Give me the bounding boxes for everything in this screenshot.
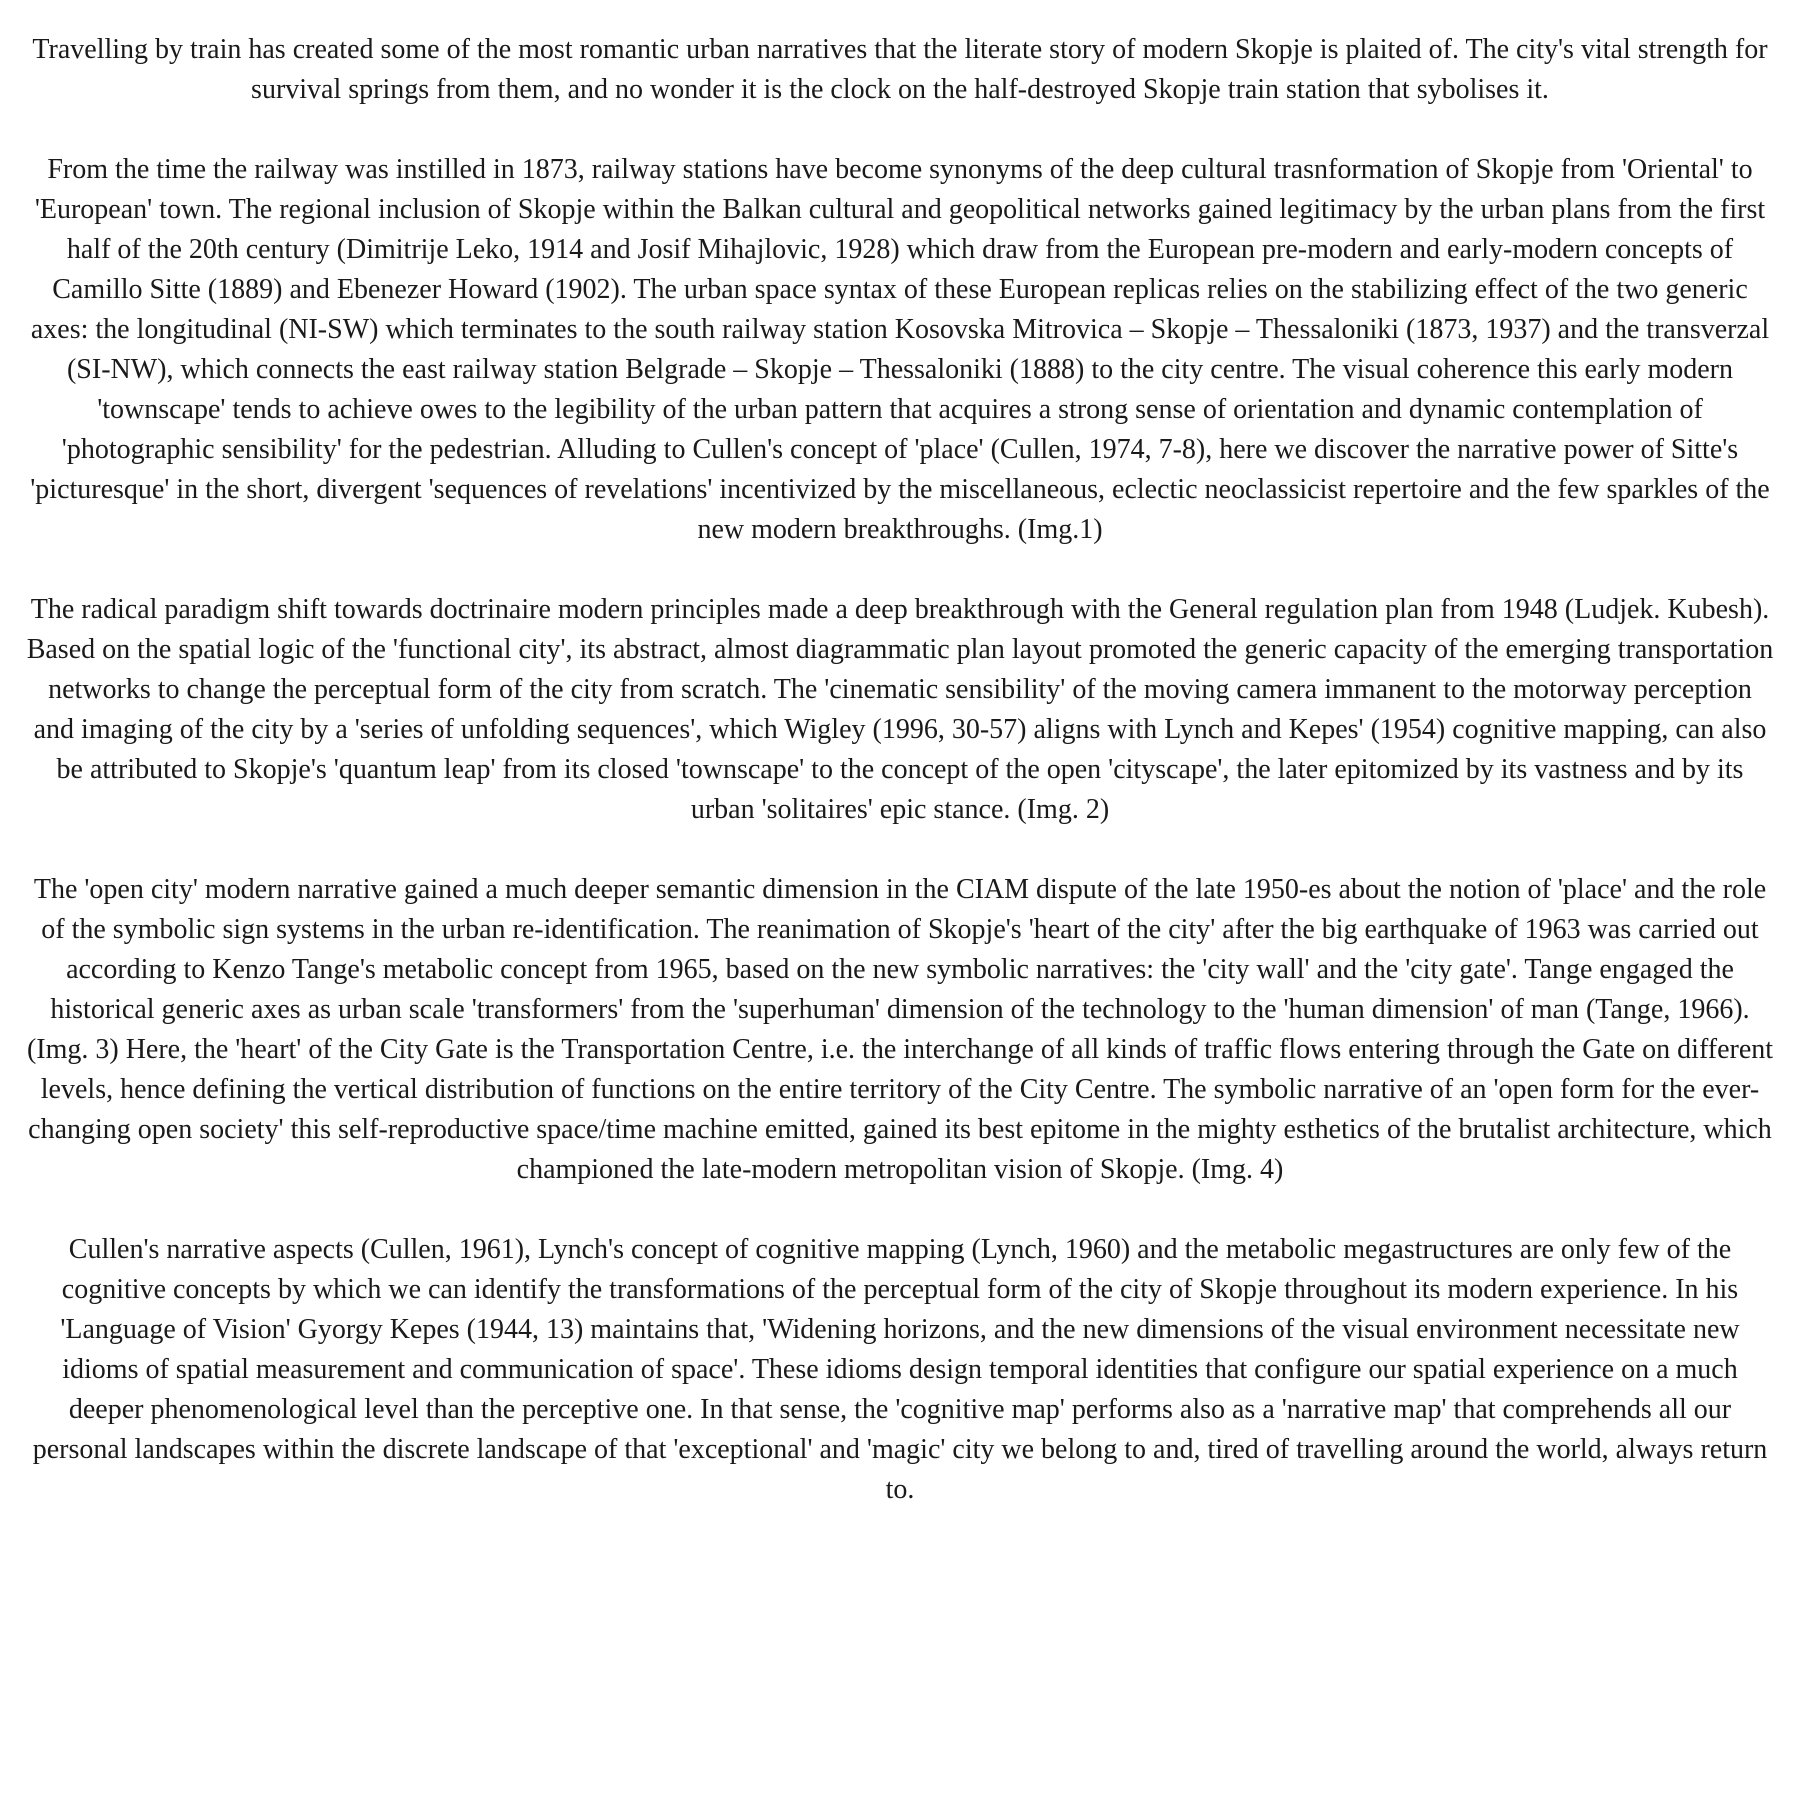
- paragraph-train-narratives: Travelling by train has created some of the most romantic urban narratives that the literate story of modern Skopje is plaited of. The city's vital strength for survival springs from them, and no wonder it is the clock on the half-destroyed Skopje train station that sybolises it.: [32, 34, 1768, 105]
- paragraph-cognitive-mapping: Cullen's narrative aspects (Cullen, 1961), Lynch's concept of cognitive mapping (Lynch, 1960) and the metabolic megastructures are only few of the cognitive concepts by which we can identify the transformations of the perceptual form of the city of Skopje throughout its modern experience. In his 'Language of Vision' Gyorgy Kepes (1944, 13) maintains that, 'Widening horizons, and the new dimensions of the visual environment necessitate new idioms of spatial measurement and communication of space'. These idioms design temporal identities that configure our spatial experience on a much deeper phenomenological level than the perceptive one. In that sense, the 'cognitive map' performs also as a 'narrative map' that comprehends all our personal landscapes within the discrete landscape of that 'exceptional' and 'magic' city we belong to and, tired of travelling around the world, always return to.: [32, 1234, 1768, 1505]
- paragraph-open-city: The 'open city' modern narrative gained a much deeper semantic dimension in the CIAM dispute of the late 1950-es about the notion of 'place' and the role of the symbolic sign systems in the urban re-identification. The reanimation of Skopje's 'heart of the city' after the big earthquake of 1963 was carried out according to Kenzo Tange's metabolic concept from 1965, based on the new symbolic narratives: the 'city wall' and the 'city gate'. Tange engaged the historical generic axes as urban scale 'transformers' from the 'superhuman' dimension of the technology to the 'human dimension' of man (Tange, 1966). (Img. 3) Here, the 'heart' of the City Gate is the Transportation Centre, i.e. the interchange of all kinds of traffic flows entering through the Gate on different levels, hence defining the vertical distribution of functions on the entire territory of the City Centre. The symbolic narrative of an 'open form for the ever-changing open society' this self-reproductive space/time machine emitted, gained its best epitome in the mighty esthetics of the brutalist architecture, which championed the late-modern metropolitan vision of Skopje. (Img. 4): [26, 874, 1774, 1185]
- paragraph-railway-history: From the time the railway was instilled in 1873, railway stations have become synonyms of the deep cultural trasnformation of Skopje from 'Oriental' to 'European' town. The regional inclusion of Skopje within the Balkan cultural and geopolitical networks gained legitimacy by the urban plans from the first half of the 20th century (Dimitrije Leko, 1914 and Josif Mihajlovic, 1928) which draw from the European pre-modern and early-modern concepts of Camillo Sitte (1889) and Ebenezer Howard (1902). The urban space syntax of these European replicas relies on the stabilizing effect of the two generic axes: the longitudinal (NI-SW) which terminates to the south railway station Kosovska Mitrovica – Skopje – Thessaloniki (1873, 1937) and the transverzal (SI-NW), which connects the east railway station Belgrade – Skopje – Thessaloniki (1888) to the city centre. The visual coherence this early modern 'townscape' tends to achieve owes to the legibility of the urban pattern that acquires a strong sense of orientation and dynamic contemplation of 'photographic sensibility' for the pedestrian. Alluding to Cullen's concept of 'place' (Cullen, 1974, 7-8), here we discover the narrative power of Sitte's 'picturesque' in the short, divergent 'sequences of revelations' incentivized by the miscellaneous, eclectic neoclassicist repertoire and the few sparkles of the new modern breakthroughs. (Img.1): [30, 154, 1770, 545]
- paragraph-paradigm-shift: The radical paradigm shift towards doctrinaire modern principles made a deep breakthrough with the General regulation plan from 1948 (Ludjek. Kubesh). Based on the spatial logic of the 'functional city', its abstract, almost diagrammatic plan layout promoted the generic capacity of the emerging transportation networks to change the perceptual form of the city from scratch. The 'cinematic sensibility' of the moving camera immanent to the motorway perception and imaging of the city by a 'series of unfolding sequences', which Wigley (1996, 30-57) aligns with Lynch and Kepes' (1954) cognitive mapping, can also be attributed to Skopje's 'quantum leap' from its closed 'townscape' to the concept of the open 'cityscape', the later epitomized by its vastness and by its urban 'solitaires' epic stance. (Img. 2): [26, 594, 1774, 825]
